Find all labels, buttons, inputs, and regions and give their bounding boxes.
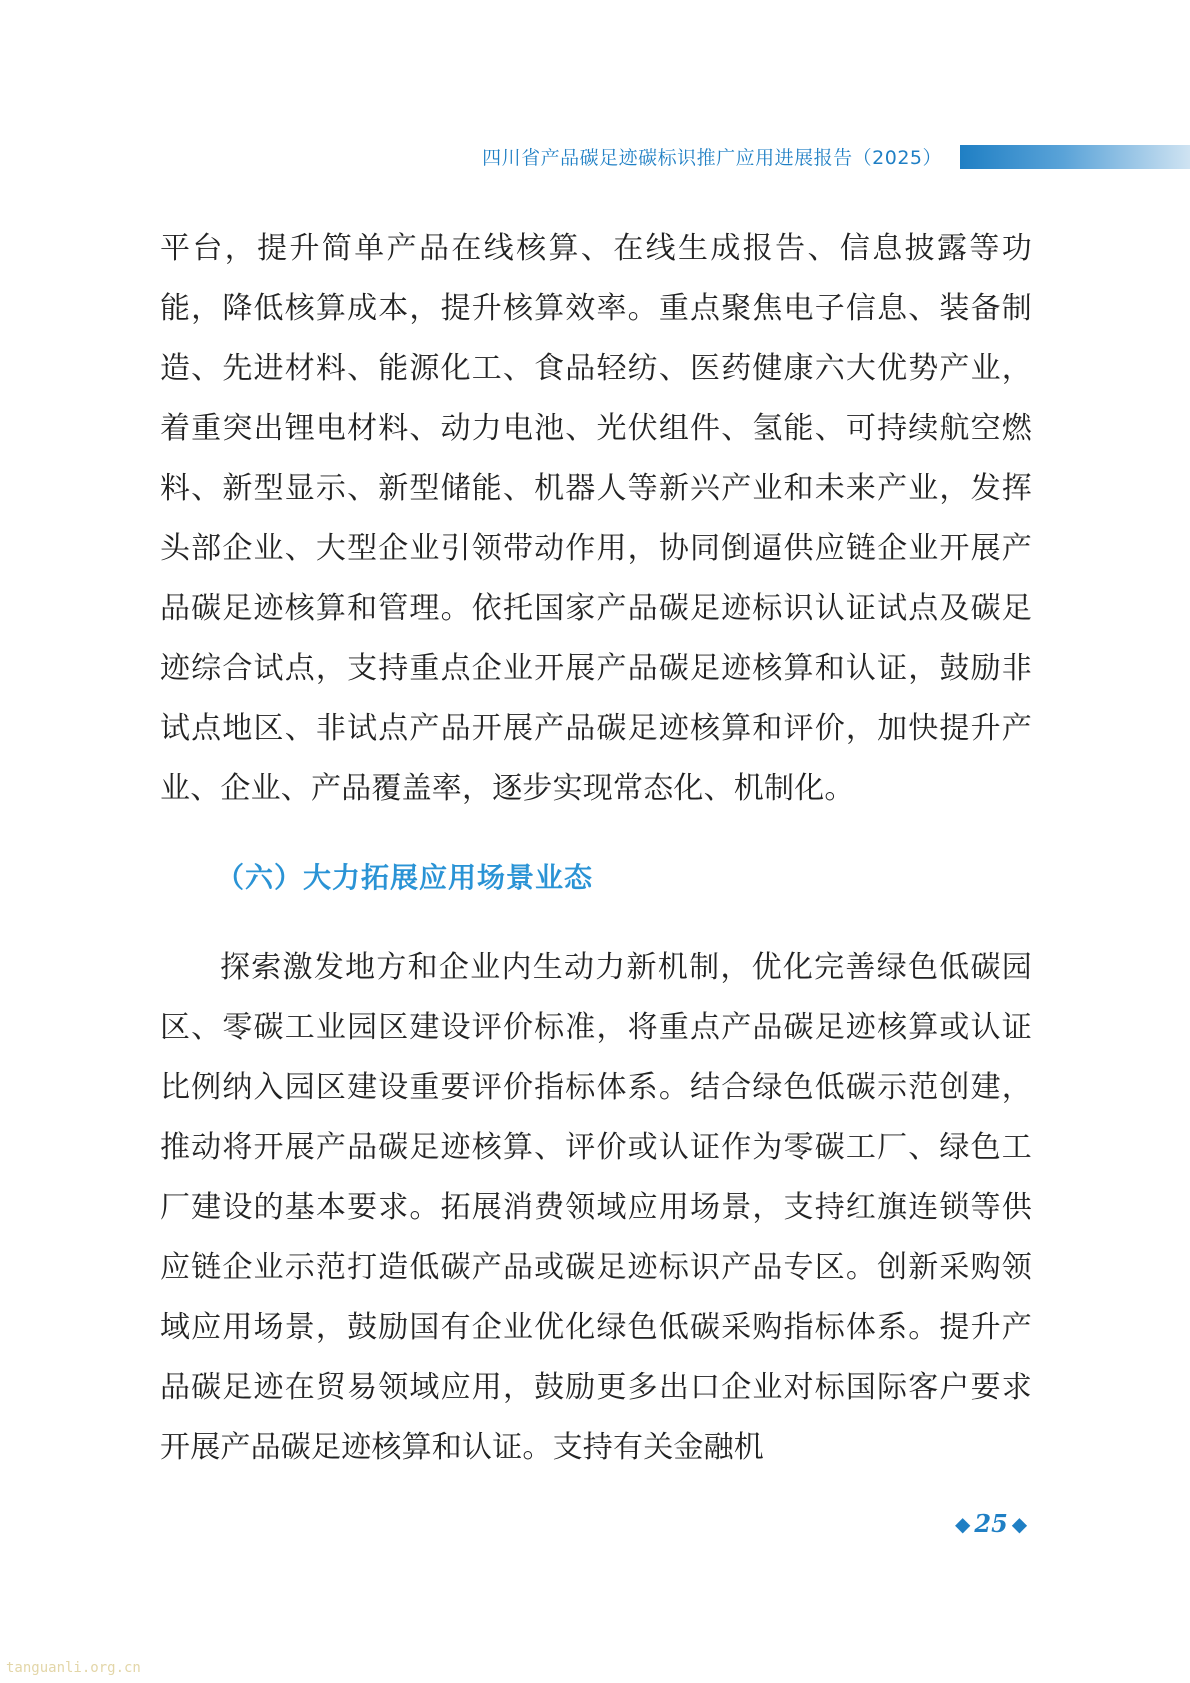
page-number-value: 25 [974,1509,1008,1538]
page-number [955,1509,1027,1538]
paragraph-text: 探索激发地方和企业内生动力新机制，优化完善绿色低碳园区、零碳工业园区建设评价标准，将重点产品碳足迹核算或认证比例纳入园区建设重要评价指标体系。结合绿色低碳示范创建，推动将开展产品碳足迹核算、评价或认证作为零碳工厂、绿色工厂建设的基本要求。拓展消费领域应用场景，支持红旗连锁等供应链企业示范打造低碳产品或碳足迹标识产品专区。创新采购领域应用场景，鼓励国有企业优化绿色低碳采购指标体系。提升产品碳足迹在贸易领域应用，鼓励更多出口企业对标国际客户要求开展产品碳足迹核算和认证。支持有关金融机 [160,950,1032,1465]
body-paragraph-2 [160,938,1032,1478]
report-title: 四川省产品碳足迹碳标识推广应用进展报告（2025） [482,147,942,169]
diamond-right-icon: ◆ [1011,1511,1028,1536]
section-heading: （六）大力拓展应用场景业态 [216,861,594,894]
watermark: tanguanli.org.cn [6,1660,141,1676]
paragraph-text: 平台，提升简单产品在线核算、在线生成报告、信息披露等功能，降低核算成本，提升核算效率。重点聚焦电子信息、装备制造、先进材料、能源化工、食品轻纺、医药健康六大优势产业，着重突出锂电材料、动力电池、光伏组件、氢能、可持续航空燃料、新型显示、新型储能、机器人等新兴产业和未来产业，发挥头部企业、大型企业引领带动作用，协同倒逼供应链企业开展产品碳足迹核算和管理。依托国家产品碳足迹标识认证试点及碳足迹综合试点，支持重点企业开展产品碳足迹核算和认证，鼓励非试点地区、非试点产品开展产品碳足迹核算和评价，加快提升产业、企业、产品覆盖率，逐步实现常态化、机制化。 [160,231,1032,806]
diamond-left-icon: ◆ [955,1511,971,1536]
header-gradient-bar [960,145,1190,169]
body-paragraph-1 [160,219,1032,819]
page-header [0,141,1190,173]
